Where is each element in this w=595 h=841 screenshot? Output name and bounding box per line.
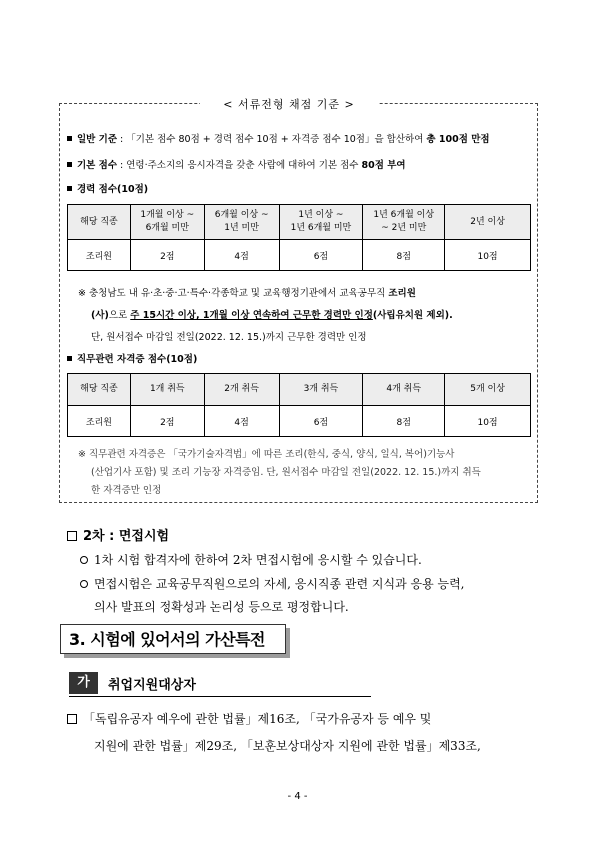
stage2-title: 2차 : 면접시험 [83,529,170,544]
table-header-row [68,205,531,240]
header-cell-text: 1년 이상 ~ 1년 6개월 미만 [290,210,352,233]
license-heading-text: 직무관련 자격증 점수(10점) [77,354,198,365]
career-note-bold2: (사) [91,310,109,321]
license-heading [67,351,197,365]
general-criteria-label: 일반 기준 [77,134,118,145]
table-cell: 2점 [130,240,204,271]
table-header-cell: 4개 취득 [363,374,445,406]
stage2-item2-line1: 면접시험은 교육공무직원으로의 자세, 응시직종 관련 지식과 응용 능력, [94,577,465,591]
career-note-line2 [78,307,528,325]
table-row [68,406,531,437]
career-heading [67,181,148,195]
license-note-line3: 한 자격증만 인정 [91,485,162,496]
table-header-cell: 1개 취득 [130,374,204,406]
table-header-cell: 해당 직종 [68,374,131,406]
box-title: < 서류전형 채점 기준 > [200,96,378,112]
header-cell-text: 1년 6개월 이상 ~ 2년 미만 [373,210,435,233]
section3-heading: 3. 시험에 있어서의 가산특전 [60,624,286,654]
base-score-text: : 연령·주소지의 응시자격을 갖춘 사람에 대하여 기본 점수 [117,160,362,171]
career-heading-text: 경력 점수(10점) [77,184,149,195]
career-note-bold1: 조리원 [388,288,416,299]
career-note-bold3: (사립유치원 제외). [372,310,453,321]
stage2-item2-cont: 의사 발표의 정확성과 논리성 등으로 평정합니다. [94,600,349,614]
table-cell: 10점 [445,240,531,271]
table-header-cell: 2개 취득 [204,374,279,406]
hollow-square-icon [67,714,77,724]
table-header-cell: 2년 이상 [445,205,531,240]
table-cell: 2점 [130,406,204,437]
table-cell: 조리원 [68,240,131,271]
license-score-table [67,373,531,437]
subsection-heading [69,672,371,697]
general-criteria-text: : 「기본 점수 80점 + 경력 점수 10점 + 자격증 점수 10점」을 합산하여 [117,134,427,145]
square-bullet-icon [67,162,72,167]
table-header-cell: 5개 이상 [445,374,531,406]
career-note-underline: 주 15시간 이상, 1개월 이상 연속하여 근무한 경력만 인정 [130,310,373,321]
career-note [78,285,528,347]
base-score-value: 80점 부여 [361,160,406,171]
license-note-line1: ※ 직무관련 자격증은 「국가기술자격법」에 따른 조리(한식, 중식, 양식, 일식, 복어)기능사 [78,449,455,460]
subsection-title: 취업지원대상자 [108,678,196,693]
table-cell: 6점 [279,240,363,271]
table-header-cell: 해당 직종 [68,205,131,240]
table-header-cell [279,205,363,240]
stage2-item1-text: 1차 시험 합격자에 한하여 2차 면접시험에 응시할 수 있습니다. [94,553,422,567]
note-mark: ※ [78,288,86,299]
page-number: - 4 - [287,791,308,802]
stage2-heading [67,525,169,544]
law-text-line1 [67,710,431,727]
table-cell: 4점 [204,240,279,271]
table-header-cell [363,205,445,240]
base-score-label: 기본 점수 [77,160,118,171]
table-header-cell: 3개 취득 [279,374,363,406]
circle-bullet-icon [80,580,88,588]
square-bullet-icon [67,186,72,191]
square-bullet-icon [67,136,72,141]
license-note [78,446,528,500]
career-note-line1 [78,285,528,303]
table-cell: 4점 [204,406,279,437]
table-cell: 8점 [363,240,445,271]
career-note-text2: 으로 [108,310,131,321]
header-cell-text: 1개월 이상 ~ 6개월 미만 [140,210,195,233]
table-cell: 10점 [445,406,531,437]
base-score-line [67,157,406,171]
stage2-item2 [80,575,465,592]
circle-bullet-icon [80,556,88,564]
career-score-table [67,204,531,271]
law-text-line1-text: 「독립유공자 예우에 관한 법률」제16조, 「국가유공자 등 예우 및 [83,712,432,726]
table-header-row [68,374,531,406]
career-note-line3: 단, 원서접수 마감일 전일(2022. 12. 15.)까지 근무한 경력만 인정 [91,332,367,343]
table-header-cell [204,205,279,240]
square-bullet-icon [67,356,72,361]
header-cell-text: 6개월 이상 ~ 1년 미만 [214,210,269,233]
stage2-item1 [80,551,422,568]
general-criteria-total: 총 100점 만점 [426,134,490,145]
license-note-line2: (산업기사 포함) 및 조리 기능장 자격증임. 단, 원서접수 마감일 전일(2022. 12. 15.)까지 취득 [91,467,481,478]
general-criteria-line [67,131,490,145]
career-note-text1: 충청남도 내 유·초·중·고·특수·각종학교 및 교육행정기관에서 교육공무직 [85,288,389,299]
table-cell: 6점 [279,406,363,437]
hollow-square-icon [67,531,77,541]
subsection-badge: 가 [69,672,98,694]
table-row [68,240,531,271]
table-header-cell [130,205,204,240]
law-text-line2: 지원에 관한 법률」제29조, 「보훈보상대상자 지원에 관한 법률」제33조, [94,739,481,753]
table-cell: 8점 [363,406,445,437]
table-cell: 조리원 [68,406,131,437]
